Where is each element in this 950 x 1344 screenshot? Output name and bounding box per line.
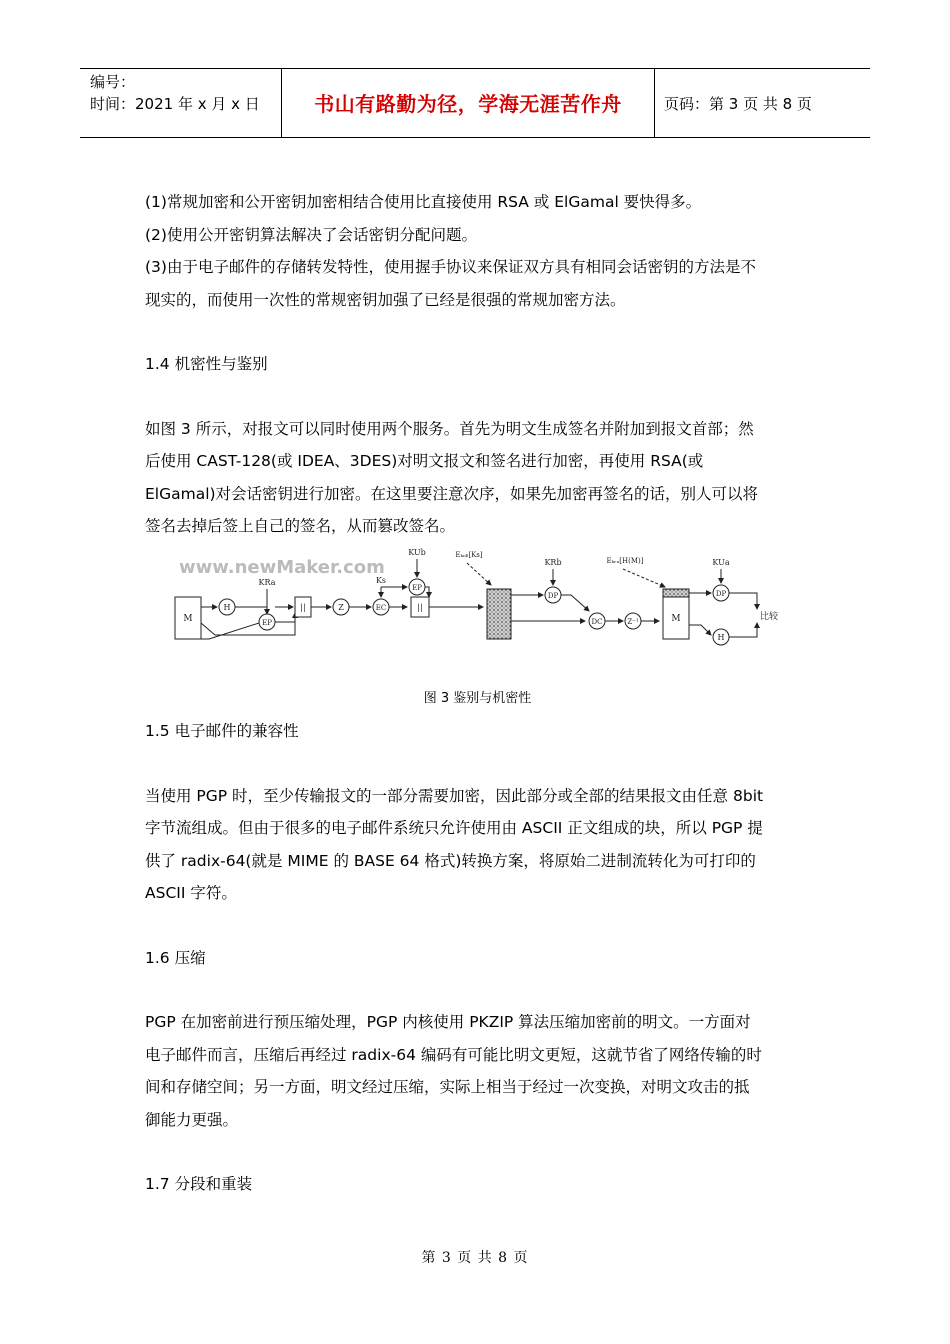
section-heading: 1.6 压缩 <box>145 948 206 967</box>
diagram-label: KUa <box>712 557 730 567</box>
header-number: 编号： <box>90 73 136 91</box>
paragraph-line: 字节流组成。但由于很多的电子邮件系统只允许使用由 ASCII 正文组成的块，所以 PGP 提 <box>145 819 763 837</box>
diagram-label: M <box>671 613 681 624</box>
paragraph-line: ElGamal)对会话密钥进行加密。在这里要注意次序，如果先加密再签名的话，别人可以将 <box>145 484 759 503</box>
diagram-label: Eₖᵤᵦ[Ks] <box>455 550 483 559</box>
paragraph-line: 供了 radix-64(就是 MIME 的 BASE 64 格式)转换方案，将原始二进制流转化为可打印的 <box>145 851 756 870</box>
paragraph: (2)使用公开密钥算法解决了会话密钥分配问题。 <box>145 225 477 244</box>
paragraph: (1)常规加密和公开密钥加密相结合使用比直接使用 RSA 或 ElGamal 要快得多。 <box>145 193 702 211</box>
paragraph-line: 御能力更强。 <box>145 1110 239 1129</box>
paragraph-line: 当使用 PGP 时，至少传输报文的一部分需要加密，因此部分或全部的结果报文由任意 8bit <box>145 786 764 805</box>
paragraph-line: ASCII 字符。 <box>145 884 237 902</box>
diagram-label: Ks <box>375 575 387 585</box>
paragraph-line: PGP 在加密前进行预压缩处理，PGP 内核使用 PKZIP 算法压缩加密前的明文。一方面对 <box>145 1013 751 1031</box>
header-divider <box>654 69 655 137</box>
page-header <box>80 68 870 138</box>
paragraph-line: 后使用 CAST-128(或 IDEA、3DES)对明文报文和签名进行加密，再使用 RSA(或 <box>145 452 704 470</box>
paragraph-line: 现实的，而使用一次性的常规密钥加强了已经是很强的常规加密方法。 <box>145 290 626 309</box>
diagram-label: DP <box>715 589 727 598</box>
diagram-label: || <box>300 602 306 612</box>
paragraph-line: 如图 3 所示，对报文可以同时使用两个服务。首先为明文生成签名并附加到报文首部；然 <box>145 419 754 438</box>
diagram-label: H <box>223 602 231 612</box>
diagram-label: EP <box>262 618 272 627</box>
paragraph-line: (3)由于电子邮件的存储转发特性，使用握手协议来保证双方具有相同会话密钥的方法是不 <box>145 258 756 276</box>
pgp-flow-diagram <box>145 545 810 683</box>
paragraph-line: 签名去掉后签上自己的签名，从而篡改签名。 <box>145 517 456 535</box>
figure-diagram <box>145 545 810 683</box>
diagram-label: M <box>183 613 193 624</box>
diagram-label: EC <box>375 603 387 612</box>
diagram-label: KRa <box>258 577 276 587</box>
diagram-label: KRb <box>544 557 562 567</box>
paragraph-line: 电子邮件而言，压缩后再经过 radix-64 编码有可能比明文更短，这就节省了网络传输的时 <box>145 1045 762 1064</box>
diagram-label: 比较 <box>759 611 779 622</box>
paragraph-line: 间和存储空间；另一方面，明文经过压缩，实际上相当于经过一次变换，对明文攻击的抵 <box>145 1078 750 1096</box>
header-meta <box>90 71 280 115</box>
diagram-label: Z⁻¹ <box>627 617 639 626</box>
document-body <box>145 186 810 1201</box>
diagram-label: DP <box>547 591 559 600</box>
figure-watermark: www.newMaker.com <box>179 556 385 578</box>
header-page-number: 页码：第 3 页 共 8 页 <box>664 95 812 113</box>
diagram-label: EP <box>412 583 422 592</box>
diagram-label: || <box>417 602 423 612</box>
header-motto: 书山有路勤为径，学海无涯苦作舟 <box>314 92 622 116</box>
diagram-label: Eₖᵣₐ[H(M)] <box>606 556 644 565</box>
diagram-label: Z <box>338 602 344 612</box>
diagram-label: DC <box>591 617 603 626</box>
diagram-label: H <box>717 632 725 642</box>
section-heading: 1.7 分段和重装 <box>145 1175 253 1193</box>
figure-caption: 图 3 鉴别与机密性 <box>423 690 532 706</box>
section-heading: 1.4 机密性与鉴别 <box>145 355 268 373</box>
header-time: 时间：2021 年 x 月 x 日 <box>90 95 260 113</box>
section-heading: 1.5 电子邮件的兼容性 <box>145 722 299 740</box>
page-footer: 第 3 页 共 8 页 <box>421 1250 529 1266</box>
diagram-label: KUb <box>408 547 426 557</box>
